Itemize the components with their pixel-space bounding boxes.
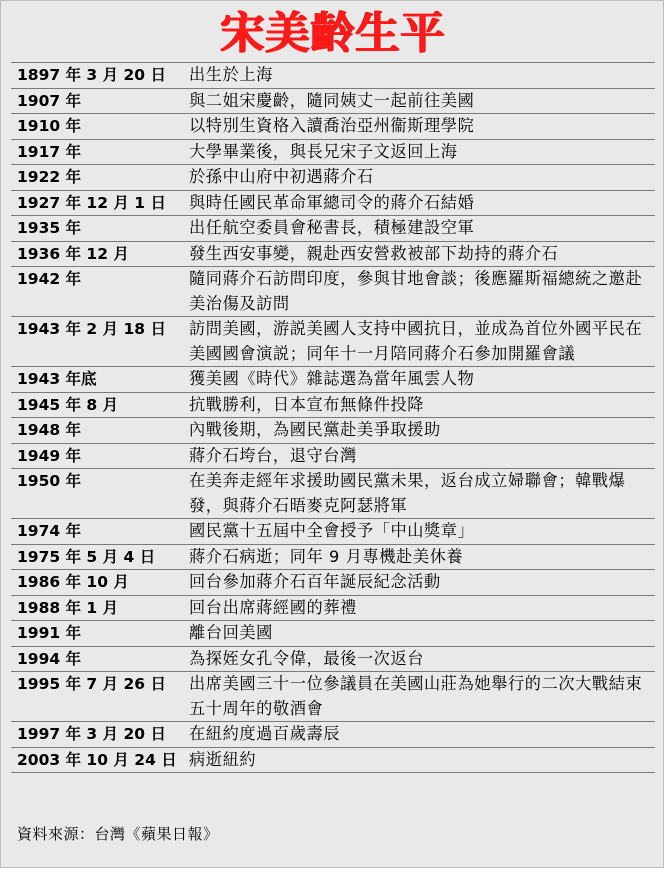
timeline-row xyxy=(11,646,655,672)
timeline-row xyxy=(11,215,655,241)
timeline-row xyxy=(11,417,655,443)
timeline-table xyxy=(11,62,655,773)
timeline-row xyxy=(11,266,655,316)
timeline-row xyxy=(11,671,655,721)
timeline-row xyxy=(11,620,655,646)
event-description: 出生於上海 xyxy=(189,65,273,84)
timeline-row xyxy=(11,518,655,544)
timeline-row xyxy=(11,139,655,165)
event-description: 抗戰勝利，日本宣布無條件投降 xyxy=(189,394,425,414)
event-date: 1897 年 3 月 20 日 xyxy=(17,66,166,84)
event-description: 出任航空委員會秘書長，積極建設空軍 xyxy=(189,218,475,237)
event-date: 1950 年 xyxy=(17,472,82,490)
event-description: 與時任國民革命軍總司令的蔣介石結婚 xyxy=(189,192,475,212)
event-description: 蔣介石垮台，退守台灣 xyxy=(189,445,357,465)
event-description: 回台參加蔣介石百年誕辰紀念活動 xyxy=(189,572,441,591)
event-date: 1942 年 xyxy=(17,270,82,288)
event-description: 大學畢業後，與長兄宋子文返回上海 xyxy=(189,141,458,161)
event-date: 1986 年 10 月 xyxy=(17,573,129,591)
timeline-row xyxy=(11,113,655,139)
timeline-row xyxy=(11,316,655,366)
event-date: 1949 年 xyxy=(17,446,82,465)
event-description: 訪問美國，游説美國人支持中國抗日，並成為首位外國平民在美國國會演説；同年十一月陪同蔣介石參加開羅會議 xyxy=(189,319,643,363)
timeline-row xyxy=(11,721,655,747)
event-description: 與二姐宋慶齡，隨同姨丈一起前往美國 xyxy=(189,90,475,110)
event-date: 1991 年 xyxy=(17,624,82,642)
event-description: 離台回美國 xyxy=(189,623,273,642)
event-description: 發生西安事變，親赴西安營救被部下劫持的蔣介石 xyxy=(189,243,559,263)
timeline-row xyxy=(11,569,655,595)
event-date: 1935 年 xyxy=(17,219,82,237)
event-date: 1994 年 xyxy=(17,649,82,668)
event-date: 1974 年 xyxy=(17,522,82,540)
event-description: 蔣介石病逝；同年 9 月專機赴美休養 xyxy=(189,546,464,566)
event-description: 回台出席蔣經國的葬禮 xyxy=(189,597,357,617)
timeline-row xyxy=(11,190,655,216)
event-date: 1917 年 xyxy=(17,142,82,161)
event-date: 1922 年 xyxy=(17,168,82,186)
timeline-row xyxy=(11,544,655,570)
timeline-row xyxy=(11,392,655,418)
timeline-row xyxy=(11,443,655,469)
event-date: 2003 年 10 月 24 日 xyxy=(17,750,177,769)
event-description: 隨同蔣介石訪問印度，參與甘地會談；後應羅斯福總統之邀赴美治傷及訪問 xyxy=(189,269,643,313)
event-date: 1907 年 xyxy=(17,91,82,110)
event-date: 1975 年 5 月 4 日 xyxy=(17,547,156,566)
event-date: 1910 年 xyxy=(17,117,82,135)
event-description: 出席美國三十一位參議員在美國山莊為她舉行的二次大戰結束五十周年的敬酒會 xyxy=(189,674,643,718)
page-title: 宋美齡生平 xyxy=(220,8,446,59)
event-description: 以特別生資格入讀喬治亞州衞斯理學院 xyxy=(189,116,475,135)
timeline-row xyxy=(11,468,655,518)
event-description: 為探姪女孔令偉，最後一次返台 xyxy=(189,648,425,668)
event-description: 國民黨十五屆中全會授予「中山獎章」 xyxy=(189,521,475,540)
event-date: 1943 年 2 月 18 日 xyxy=(17,320,166,338)
source-note: 資料來源：台灣《蘋果日報》 xyxy=(17,825,219,843)
timeline-row xyxy=(11,747,655,774)
event-date: 1945 年 8 月 xyxy=(17,395,119,414)
event-date: 1936 年 12 月 xyxy=(17,244,129,263)
event-description: 獲美國《時代》雜誌選為當年風雲人物 xyxy=(189,369,475,388)
event-description: 在紐約度過百歲壽辰 xyxy=(189,724,341,743)
event-date: 1988 年 1 月 xyxy=(17,598,119,617)
timeline-row xyxy=(11,595,655,621)
event-date: 1997 年 3 月 20 日 xyxy=(17,725,166,743)
event-description: 在美奔走經年求援助國民黨未果，返台成立婦聯會；韓戰爆發，與蔣介石晤麥克阿瑟將軍 xyxy=(189,471,626,515)
timeline-row xyxy=(11,164,655,190)
event-date: 1943 年底 xyxy=(17,370,97,388)
event-date: 1927 年 12 月 1 日 xyxy=(17,193,166,212)
event-date: 1995 年 7 月 26 日 xyxy=(17,675,166,693)
timeline-row xyxy=(11,241,655,267)
timeline-row xyxy=(11,366,655,392)
event-description: 病逝紐約 xyxy=(189,749,257,769)
event-description: 於孫中山府中初遇蔣介石 xyxy=(189,167,374,186)
event-date: 1948 年 xyxy=(17,421,82,439)
timeline-row xyxy=(11,62,655,88)
timeline-row xyxy=(11,88,655,114)
event-description: 內戰後期，為國民黨赴美爭取援助 xyxy=(189,420,441,439)
